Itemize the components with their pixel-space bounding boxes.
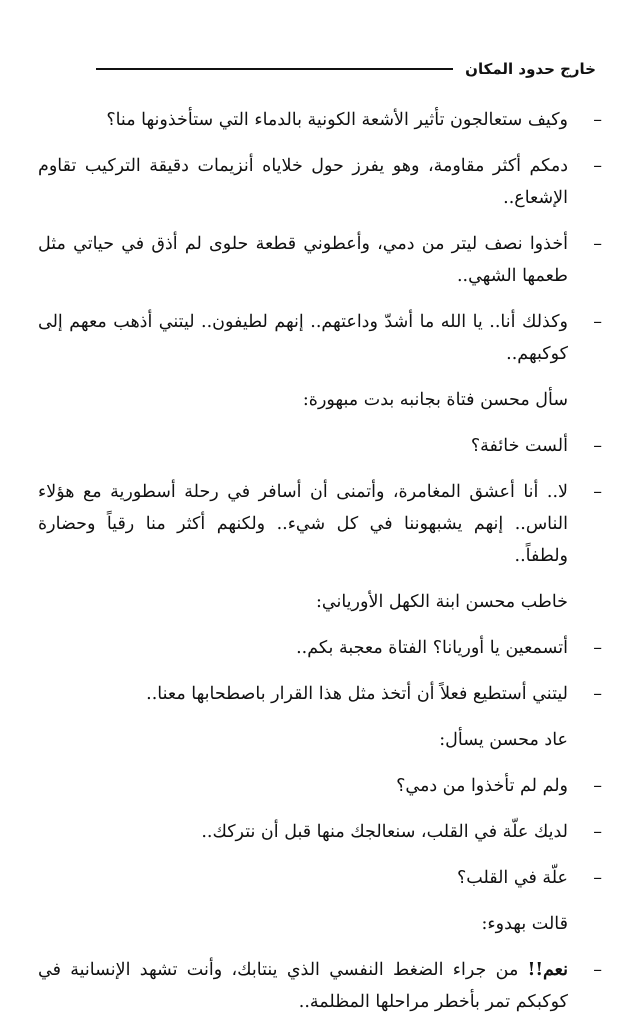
narration-line: قالت بهدوء: [481, 914, 568, 934]
dialogue-line [38, 954, 602, 1018]
dialogue-line [38, 770, 602, 802]
dialogue-dash: – [593, 436, 602, 456]
header-rule [96, 68, 453, 70]
dialogue-line [38, 816, 602, 848]
dialogue-dash: – [593, 110, 602, 130]
dialogue-text: ليتني أستطيع فعلاً أن أتخذ مثل هذا القرار باصطحابها معنا.. [146, 684, 568, 704]
dialogue-text: وكذلك أنا.. يا الله ما أشدّ وداعتهم.. إنهم لطيفون.. ليتني أذهب معهم إلى كوكبهم.. [38, 312, 568, 364]
running-header [96, 60, 596, 78]
narration-line: عاد محسن يسأل: [439, 730, 568, 750]
dialogue-dash: – [593, 960, 602, 980]
running-title: خارج حدود المكان [465, 60, 596, 78]
dialogue-line [38, 150, 602, 214]
dialogue-line [38, 862, 602, 894]
dialogue-dash: – [593, 156, 602, 176]
dialogue-text: لديك علّة في القلب، سنعالجك منها قبل أن نتركك.. [201, 822, 568, 842]
dialogue-dash: – [593, 638, 602, 658]
dialogue-text [38, 954, 568, 1018]
dialogue-line [38, 306, 602, 370]
page-body [38, 104, 602, 1032]
narration-line: خاطب محسن ابنة الكهل الأورياني: [316, 592, 568, 612]
narration-line: سأل محسن فتاة بجانبه بدت مبهورة: [302, 390, 568, 410]
dialogue-text: أخذوا نصف ليتر من دمي، وأعطوني قطعة حلوى لم أذق في حياتي مثل طعمها الشهي.. [38, 234, 568, 286]
dialogue-dash: – [593, 684, 602, 704]
dialogue-line [38, 678, 602, 710]
dialogue-dash: – [593, 312, 602, 332]
dialogue-dash: – [593, 234, 602, 254]
dialogue-line [38, 104, 602, 136]
dialogue-text: لا.. أنا أعشق المغامرة، وأتمنى أن أسافر في رحلة أسطورية مع هؤلاء الناس.. إنهم يشبهوننا في كل شيء.. ولكنهم أكثر منا رقياً وحضارة ولطفاً.. [38, 482, 568, 566]
dialogue-line [38, 632, 602, 664]
dialogue-text: دمكم أكثر مقاومة، وهو يفرز حول خلاياه أنزيمات دقيقة التركيب تقاوم الإشعاع.. [38, 156, 568, 208]
emphasis-text: نعم!! [527, 960, 568, 980]
dialogue-dash: – [593, 482, 602, 502]
dialogue-line [38, 430, 602, 462]
dialogue-text: ألست خائفة؟ [470, 436, 568, 456]
dialogue-line [38, 476, 602, 572]
dialogue-dash: – [593, 868, 602, 888]
dialogue-text: أتسمعين يا أوريانا؟ الفتاة معجبة بكم.. [296, 638, 568, 658]
dialogue-text-rest: من جراء الضغط النفسي الذي ينتابك، وأنت تشهد الإنسانية في كوكبكم تمر بأخطر مراحلها المظلمة.. [38, 960, 568, 1012]
dialogue-text: علّة في القلب؟ [456, 868, 568, 888]
dialogue-text: ولم لم تأخذوا من دمي؟ [396, 776, 568, 796]
dialogue-line [38, 228, 602, 292]
dialogue-text: وكيف ستعالجون تأثير الأشعة الكونية بالدماء التي ستأخذونها منا؟ [106, 110, 568, 130]
dialogue-dash: – [593, 776, 602, 796]
dialogue-dash: – [593, 822, 602, 842]
